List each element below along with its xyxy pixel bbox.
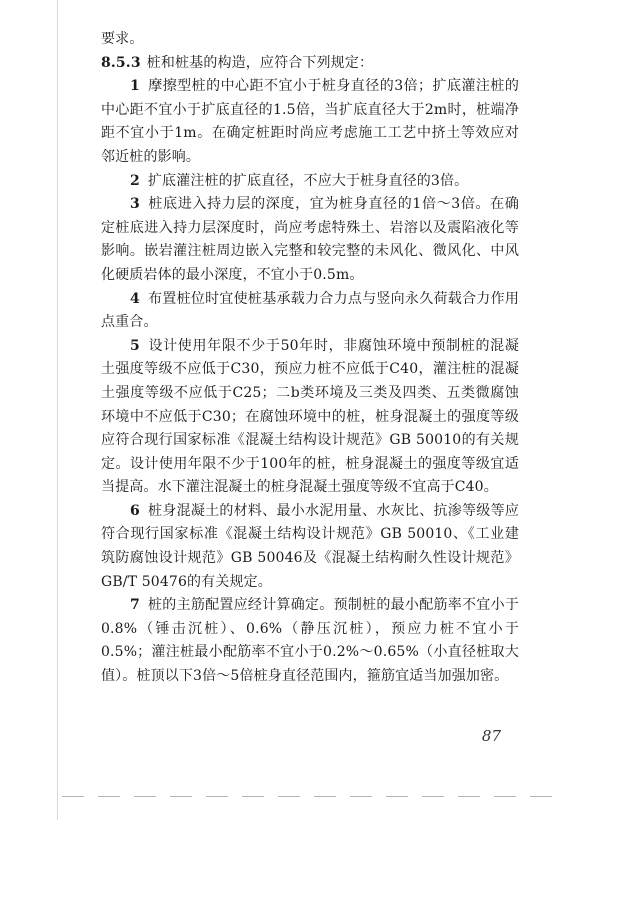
item-4 [101, 288, 519, 335]
item-number: 1 [130, 78, 140, 95]
item-number: 4 [130, 290, 140, 307]
item-7 [101, 594, 519, 688]
item-number: 7 [130, 597, 140, 614]
item-number: 5 [130, 337, 140, 354]
binding-margin-line [57, 0, 58, 820]
item-text: 桩身混凝土的材料、最小水泥用量、水灰比、抗渗等级等应符合现行国家标准《混凝土结构设计规范》GB 50010、《工业建筑防腐蚀设计规范》GB 50046及《混凝土结构耐久性设计规范》GB/T 50476的有关规定。 [101, 502, 519, 590]
clause-number: 8.5.3 [101, 54, 141, 71]
item-text: 桩底进入持力层的深度，宜为桩身直径的1倍～3倍。在确定桩底进入持力层深度时，尚应考虑特殊土、岩溶以及震陷液化等影响。嵌岩灌注桩周边嵌入完整和较完整的未风化、微风化、中风化硬质岩体的最小深度，不宜小于0.5m。 [101, 196, 519, 283]
item-number: 2 [130, 172, 140, 189]
item-5 [101, 335, 519, 500]
footer-rule [62, 796, 562, 797]
intro-line: 要求。 [101, 31, 144, 47]
item-1 [101, 75, 519, 169]
item-text: 布置桩位时宜使桩基承载力合力点与竖向永久荷载合力作用点重合。 [101, 290, 519, 331]
document-body [101, 28, 519, 689]
item-text: 设计使用年限不少于50年时，非腐蚀环境中预制桩的混凝土强度等级不应低于C30，预应力桩不应低于C40，灌注桩的混凝土强度等级不应低于C25；二b类环境及三类及四类、五类微腐蚀环境中不应低于C30；在腐蚀环境中的桩，桩身混凝土的强度等级应符合现行国家标准《混凝土结构设计规范》GB 50010的有关规定。设计使用年限不少于100年的桩，桩身混凝土的强度等级宜适当提高。水下灌注混凝土的桩身混凝土强度等级不宜高于C40。 [101, 337, 519, 496]
item-2 [101, 170, 519, 194]
item-number: 6 [130, 502, 140, 519]
item-text: 摩擦型桩的中心距不宜小于桩身直径的3倍；扩底灌注桩的中心距不宜小于扩底直径的1.5倍，当扩底直径大于2m时，桩端净距不宜小于1m。在确定桩距时尚应考虑施工工艺中挤土等效应对邻近桩的影响。 [101, 78, 519, 165]
item-number: 3 [130, 196, 140, 213]
page-number: 87 [481, 727, 501, 745]
item-6 [101, 500, 519, 594]
clause-title: 桩和桩基的构造，应符合下列规定： [146, 54, 374, 71]
item-3 [101, 193, 519, 287]
clause-heading [101, 52, 519, 76]
item-text: 扩底灌注桩的扩底直径，不应大于桩身直径的3倍。 [147, 172, 469, 189]
item-text: 桩的主筋配置应经计算确定。预制桩的最小配筋率不宜小于0.8%（锤击沉桩）、0.6%（静压沉桩），预应力桩不宜小于0.5%；灌注桩最小配筋率不宜小于0.2%～0.65%（小直径桩取大值）。桩顶以下3倍～5倍桩身直径范围内，箍筋宜适当加强加密。 [101, 597, 519, 685]
